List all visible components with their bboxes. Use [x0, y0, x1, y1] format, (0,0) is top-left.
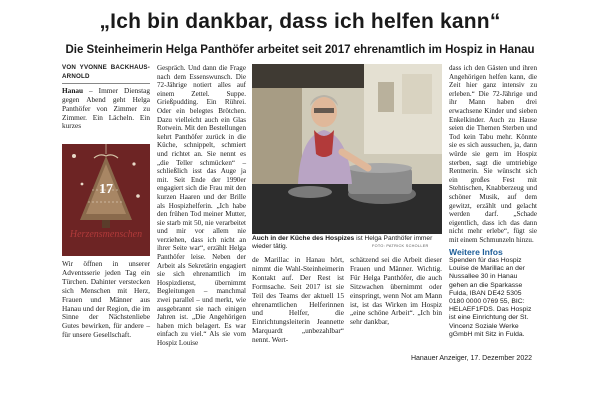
- info-box-title: Weitere Infos: [449, 247, 503, 258]
- column-3a-text: de Marillac in Hanau hört, nimmt die Wahl-Steinheimerin Kontakt auf. Der Rest ist Formsache. Seit 2017 ist sie Teil des Teams der aktuell 15 ehrenamtlichen Helferinnen und Helfer, die Einrichtungsleiterin Jeannette Marquardt „unbezahlbar“ nennt. Wert-: [252, 255, 344, 345]
- author-byline: VON YVONNE BACKHAUS-ARNOLD: [62, 64, 150, 84]
- dateline: Hanau: [62, 85, 84, 95]
- column-3a: [252, 256, 344, 345]
- headline: „Ich bin dankbar, dass ich helfen kann“: [99, 10, 501, 33]
- teaser-paragraph: [62, 260, 150, 340]
- advent-day-number: 17: [99, 182, 113, 197]
- source-footer: Hanauer Anzeiger, 17. Dezember 2022: [410, 355, 532, 362]
- column-3b: [350, 256, 442, 327]
- photo-credit: FOTO: PATRICK SCHOLLER: [372, 244, 429, 248]
- column-3b-text: schätzend sei die Arbeit dieser Frauen und Männer. Wichtig. Für Helga Panthöfer, die auch Sitzwachen übernimmt oder einspringt, wenn Not am Mann ist, ist das Wirken im Hospiz „eine schöne Arbeit“. „Ich bin sehr dankbar,: [350, 255, 442, 327]
- column-1: [62, 64, 150, 131]
- column-2: [157, 64, 246, 348]
- info-box-text: Spenden für das Hospiz Louise de Marillac an der Nussallee 30 in Hanau gehen an die Sparkasse Fulda, IBAN DE42 5305 0180 0000 0769 55, BIC: HELAEF1FDS. Das Hospiz ist eine Einrichtung der St. Vincenz Soziale Werke gGmbH mit Sitz in Fulda.: [449, 257, 532, 338]
- series-label: Herzensmenschen: [69, 229, 143, 240]
- intro-paragraph: [62, 87, 150, 132]
- kitchen-photo: [252, 64, 442, 234]
- teaser-text: Wir öffnen in unserer Adventsserie jeden Tag ein Türchen. Dahinter verstecken sich Menschen mit Herz, Frauen und Männer aus Hanau und der Region, die im Sinne der Nächstenliebe Gutes bewirken, für andere – für unsere Gesellschaft.: [62, 259, 150, 340]
- intro-text: – Immer Dienstag gegen Abend geht Helga Panthöfer von Zimmer zu Zimmer. Ein Lächeln. Ein kurzes: [62, 85, 150, 131]
- subheadline: Die Steinheimerin Helga Panthöfer arbeitet seit 2017 ehrenamtlich im Hospiz in Hanau: [65, 44, 535, 56]
- column-4-text: dass ich den Gästen und ihren Angehörigen helfen kann, die Zeit hier ganz intensiv zu erleben.“ Die 72-Jährige und ihr Mann haben drei erwachsene Kinder und sieben Enkelkinder. Auch zu Hause seien die Themen Sterben und Tod kein Tabu mehr. Könnte sie es sich aussuchen, ja, dann würde sie gern im Hospiz sterben, sagt die umtriebige Rentnerin. Sie wünscht sich ein großes Fest mit Stehtischen, Knabberzeug und schöner Musik, auf dem gewitzt, erzählt und gelacht werden darf. „Schade eigentlich, dass ich das dann nicht mehr erlebe“, fügt sie mit einem Schmunzeln hinzu.: [449, 64, 537, 244]
- caption-lead: Auch in der Küche des Hospizes: [252, 235, 355, 242]
- photo-caption: [252, 235, 442, 251]
- caption-text: ist Helga Panthöfer immer wieder tätig.: [252, 235, 433, 250]
- column-2-text: Gespräch. Und dann die Frage nach dem Essenswunsch. Die 72-Jährige notiert alles auf einem Zettel. Suppe. Grießpudding. Ein Rührei. Oder ein belegtes Brötchen. Dazu vielleicht auch ein Glas Rotwein. Mit den Bestellungen kehrt Panthöfer zurück in die Küche, schnippelt, schmiert und richtet an. Sie nennt es „die Teller schmücken“ – schließlich isst das Auge ja mit. Seit Ende der 1990er engagiert sich die Frau mit den kurzen Haaren und der Brille als Hospizhelferin. „Ich habe den frühen Tod meiner Mutter, sie starb mit 50, nie verarbeitet und mir vor allem nie verziehen, dass ich nicht an ihrer Seite war“, erzählt Helga Panthöfer leise. Neben der Arbeit als Sekretärin engagiert sie sich ehrenamtlich im Hospizdienst, übernimmt Begleitungen – manchmal zwei parallel – und merkt, wie ausgebrannt sie nach einigen Jahren ist. „Die Angehörigen haben mich belagert. Es war einfach zu viel.“ Als sie vom Hospiz Louise: [157, 64, 246, 347]
- column-4: [449, 64, 537, 339]
